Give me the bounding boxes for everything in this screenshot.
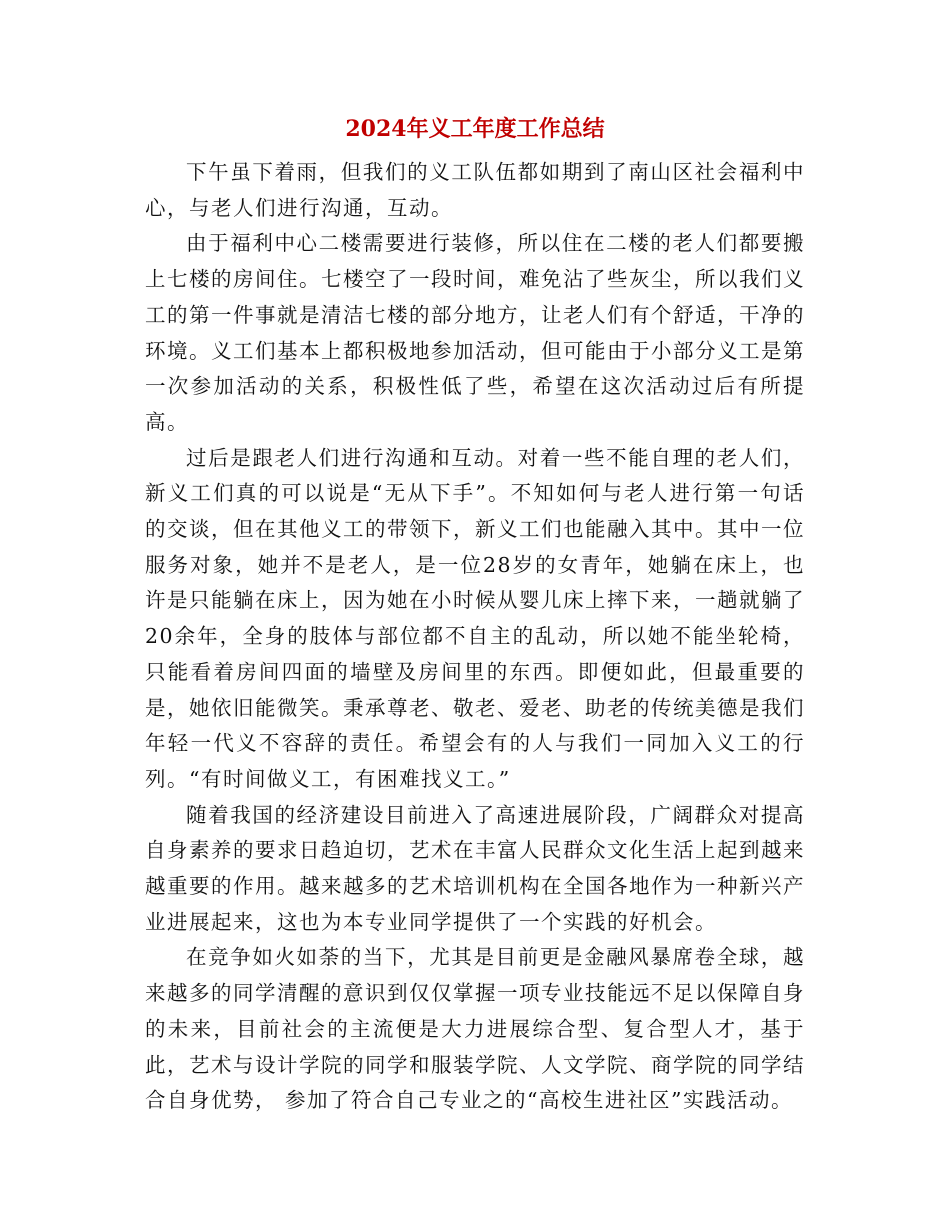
document-body (145, 155, 805, 1119)
paragraph: 随着我国的经济建设目前进入了高速进展阶段，广阔群众对提高自身素养的要求日趋迫切，艺术在丰富人民群众文化生活上起到越来越重要的作用。越来越多的艺术培训机构在全国各地作为一种新兴产业进展起来，这也为本专业同学提供了一个实践的好机会。 (145, 802, 805, 934)
paragraph: 在竞争如火如荼的当下，尤其是目前更是金融风暴席卷全球，越来越多的同学清醒的意识到仅仅掌握一项专业技能远不足以保障自身的未来，目前社会的主流便是大力进展综合型、复合型人才，基于此，艺术与设计学院的同学和服装学院、人文学院、商学院的同学结合自身优势， 参加了符合自己专业之的“高校生进社区”实践活动。 (145, 945, 805, 1113)
paragraph: 下午虽下着雨，但我们的义工队伍都如期到了南山区社会福利中心，与老人们进行沟通，互动。 (145, 160, 805, 220)
paragraph: 由于福利中心二楼需要进行装修，所以住在二楼的老人们都要搬上七楼的房间住。七楼空了一段时间，难免沾了些灰尘，所以我们义工的第一件事就是清洁七楼的部分地方，让老人们有个舒适，干净的环境。义工们基本上都积极地参加活动，但可能由于小部分义工是第一次参加活动的关系，积极性低了些，希望在这次活动过后有所提高。 (145, 231, 805, 434)
document-title: 2024年义工年度工作总结 (345, 116, 605, 142)
paragraph: 过后是跟老人们进行沟通和互动。对着一些不能自理的老人们，新义工们真的可以说是“无从下手”。不知如何与老人进行第一句话的交谈，但在其他义工的带领下，新义工们也能融入其中。其中一位服务对象，她并不是老人，是一位28岁的女青年，她躺在床上，也许是只能躺在床上，因为她在小时候从婴儿床上摔下来，一趟就躺了20余年，全身的肢体与部位都不自主的乱动，所以她不能坐轮椅，只能看着房间四面的墙壁及房间里的东西。即便如此，但最重要的是，她依旧能微笑。秉承尊老、敬老、爱老、助老的传统美德是我们年轻一代义不容辞的责任。希望会有的人与我们一同加入义工的行列。“有时间做义工，有困难找义工。” (145, 445, 805, 791)
